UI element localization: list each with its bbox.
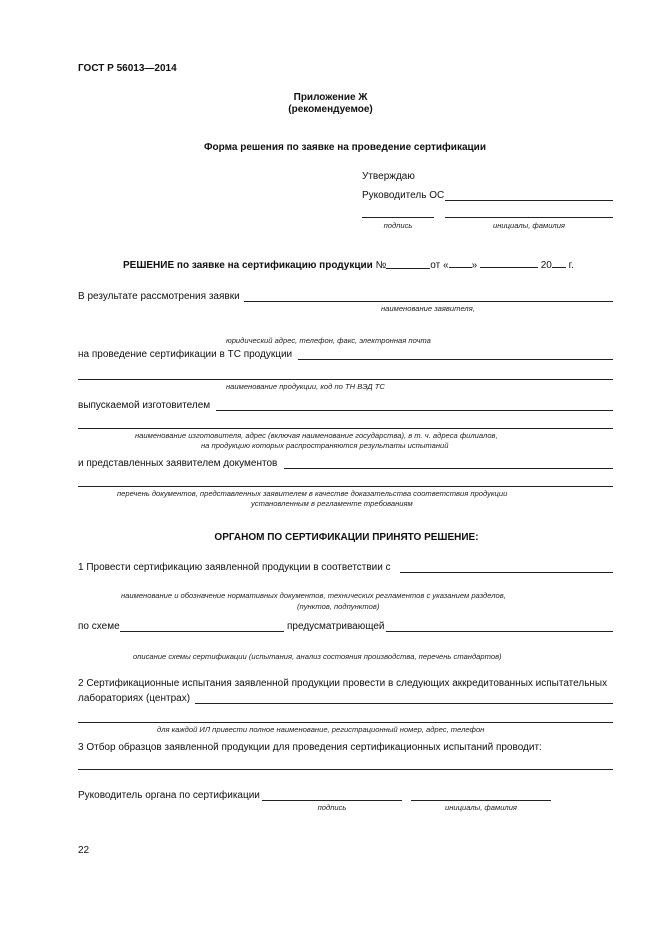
item2-label-2: лабораториях (центрах) (78, 693, 191, 704)
standard-number: ГОСТ Р 56013—2014 (78, 63, 177, 74)
item3-label: 3 Отбор образцов заявленной продукции для проведения сертификационных испытаний проводит: (78, 742, 542, 753)
documents-caption-2: установленным в регламенте требованиям (251, 499, 413, 508)
laboratories-line-2[interactable] (78, 722, 613, 723)
footer-initials-caption: инициалы, фамилия (445, 803, 517, 812)
decision-number-label: № (375, 260, 387, 271)
approval-signature-line[interactable] (362, 217, 434, 218)
product-line[interactable] (298, 359, 613, 360)
decision-from-label: от « (430, 260, 449, 271)
footer-head-label: Руководитель органа по сертификации (78, 790, 260, 801)
decision-year-prefix: 20 (540, 260, 552, 271)
manufacturer-line-2[interactable] (78, 428, 613, 429)
appendix-title: Приложение Ж (293, 92, 368, 103)
footer-signature-line[interactable] (262, 800, 402, 801)
product-caption: наименование продукции, код по ТН ВЭД ТС (226, 382, 385, 391)
item1-line[interactable] (400, 572, 613, 573)
sampling-line[interactable] (78, 769, 613, 770)
manufacturer-caption-2: на продукцию которых распространяются результаты испытаний (201, 441, 449, 450)
footer-signature-caption: подпись (317, 803, 347, 812)
providing-line[interactable] (386, 631, 613, 632)
decision-year-field[interactable] (552, 267, 566, 268)
approve-label: Утверждаю (362, 171, 415, 182)
approval-initials-caption: инициалы, фамилия (493, 221, 565, 230)
scheme-label: по схеме (78, 621, 120, 632)
scheme-caption: описание схемы сертификации (испытания, анализ состояния производства, перечень стандартов) (133, 652, 502, 661)
laboratories-line[interactable] (195, 703, 613, 704)
laboratories-caption: для каждой ИЛ привести полное наименование, регистрационный номер, адрес, телефон (157, 725, 485, 734)
certification-label: на проведение сертификации в ТС продукции (78, 349, 293, 360)
body-decision-heading: ОРГАНОМ ПО СЕРТИФИКАЦИИ ПРИНЯТО РЕШЕНИЕ: (214, 532, 479, 543)
manufacturer-line[interactable] (216, 410, 613, 411)
review-label: В результате рассмотрения заявки (78, 291, 240, 302)
appendix-subtitle: (рекомендуемое) (288, 104, 373, 115)
head-of-body-label: Руководитель ОС (362, 190, 445, 201)
form-title: Форма решения по заявке на проведение сертификации (204, 142, 486, 153)
documents-line-2[interactable] (78, 486, 613, 487)
manufacturer-label: выпускаемой изготовителем (78, 400, 211, 411)
decision-heading: РЕШЕНИЕ по заявке на сертификацию продукции (123, 260, 373, 271)
approval-signature-caption: подпись (383, 221, 413, 230)
documents-line[interactable] (284, 468, 613, 469)
scheme-line[interactable] (120, 631, 284, 632)
address-caption: юридический адрес, телефон, факс, электронная почта (226, 336, 431, 345)
item1-label: 1 Провести сертификацию заявленной продукции в соответствии с (78, 562, 391, 573)
documents-caption-1: перечень документов, представленных заявителем в качестве доказательства соответствия продукции (117, 489, 508, 498)
documents-label: и представленных заявителем документов (78, 458, 278, 469)
product-line-2[interactable] (78, 379, 613, 380)
decision-quote-close: » (471, 260, 478, 271)
decision-number-field[interactable] (386, 268, 430, 269)
decision-day-field[interactable] (449, 267, 472, 268)
manufacturer-caption-1: наименование изготовителя, адрес (включая наименование государства), в т. ч. адреса филиалов, (135, 431, 498, 440)
decision-heading-row (123, 260, 574, 271)
item2-label-1: 2 Сертификационные испытания заявленной продукции провести в следующих аккредитованных испытательных (78, 678, 608, 689)
applicant-line[interactable] (244, 301, 613, 302)
decision-month-field[interactable] (480, 267, 538, 268)
head-of-body-line[interactable] (445, 200, 613, 201)
item1-caption-2: (пунктов, подпунктов) (297, 602, 380, 611)
approval-initials-line[interactable] (445, 217, 613, 218)
applicant-caption: наименование заявителя, (381, 304, 475, 313)
decision-year-suffix: г. (568, 260, 574, 271)
item1-caption-1: наименование и обозначение нормативных документов, технических регламентов с указанием разделов, (121, 591, 506, 600)
providing-label: предусматривающей (287, 621, 385, 632)
footer-initials-line[interactable] (411, 800, 551, 801)
page-number: 22 (78, 845, 90, 856)
